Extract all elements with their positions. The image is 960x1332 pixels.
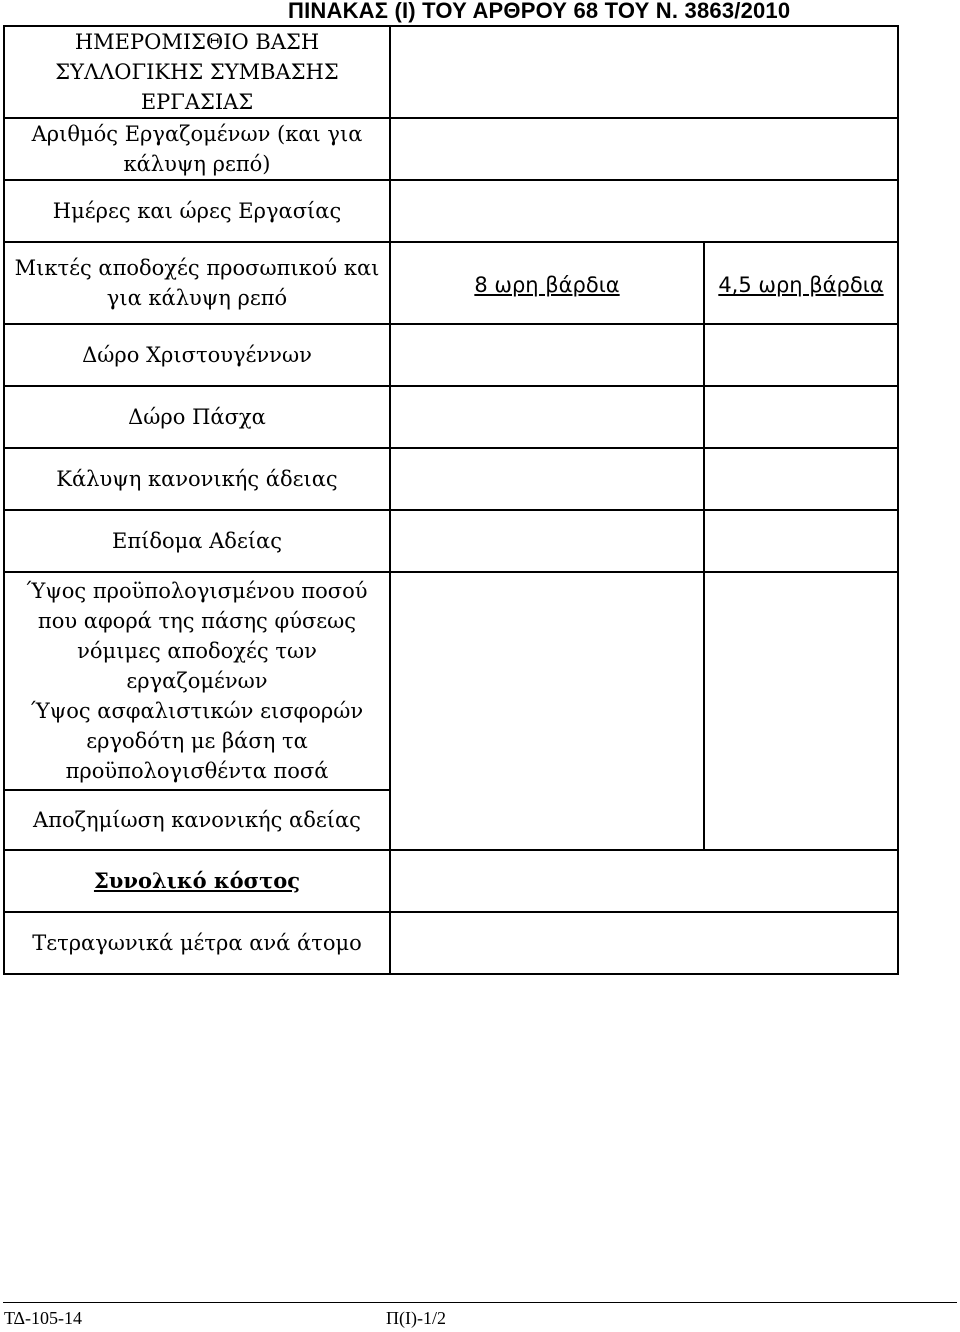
leave-cover-label: Κάλυψη κανονικής άδειας: [4, 448, 390, 510]
table-row: [4, 386, 898, 448]
table-row: [4, 118, 898, 180]
table-row: [4, 572, 898, 790]
table-row: [4, 850, 898, 912]
easter-bonus-label: Δώρο Πάσχα: [4, 386, 390, 448]
table-row: [4, 912, 898, 974]
footer-document-code: ΤΔ-105-14: [4, 1308, 83, 1328]
table-row: [4, 324, 898, 386]
leave-compensation-label: Αποζημίωση κανονικής αδείας: [4, 790, 390, 850]
easter-bonus-8h-cell[interactable]: [390, 386, 704, 448]
christmas-bonus-8h-cell[interactable]: [390, 324, 704, 386]
days-hours-label: Ημέρες και ώρες Εργασίας: [4, 180, 390, 242]
leave-cover-45h-cell[interactable]: [704, 448, 898, 510]
daily-wage-value-cell[interactable]: [390, 26, 898, 118]
gross-pay-label: Μικτές αποδοχές προσωπικού και για κάλυψη ρεπό: [4, 242, 390, 324]
table-row: [4, 242, 898, 324]
total-cost-value-cell[interactable]: [390, 850, 898, 912]
shift-8-header: 8 ωρη βάρδια: [390, 242, 704, 324]
leave-cover-8h-cell[interactable]: [390, 448, 704, 510]
daily-wage-label: ΗΜΕΡΟΜΙΣΘΙΟ ΒΑΣΗ ΣΥΛΛΟΓΙΚΗΣ ΣΥΜΒΑΣΗΣ ΕΡΓΑΣΙΑΣ: [4, 26, 390, 118]
budget-8h-cell[interactable]: [390, 572, 704, 850]
budget-insurance-label: Ύψος προϋπολογισμένου ποσού που αφορά της πάσης φύσεως νόμιμες αποδοχές των εργαζομένων Ύψος ασφαλιστικών εισφορών εργοδότη με βάση τα προϋπολογισθέντα ποσά: [4, 572, 390, 790]
easter-bonus-45h-cell[interactable]: [704, 386, 898, 448]
leave-allowance-8h-cell[interactable]: [390, 510, 704, 572]
leave-allowance-45h-cell[interactable]: [704, 510, 898, 572]
footer-page-number: Π(Ι)-1/2: [386, 1308, 446, 1328]
shift-45-header: 4,5 ωρη βάρδια: [704, 242, 898, 324]
days-hours-value-cell[interactable]: [390, 180, 898, 242]
employees-label: Αριθμός Εργαζομένων (και για κάλυψη ρεπό): [4, 118, 390, 180]
christmas-bonus-45h-cell[interactable]: [704, 324, 898, 386]
table-row: [4, 510, 898, 572]
cost-table: [3, 25, 899, 975]
christmas-bonus-label: Δώρο Χριστουγέννων: [4, 324, 390, 386]
table-row: [4, 180, 898, 242]
budget-45h-cell[interactable]: [704, 572, 898, 850]
table-row: [4, 448, 898, 510]
page-title: ΠΙΝΑΚΑΣ (Ι) ΤΟΥ ΑΡΘΡΟΥ 68 ΤΟΥ Ν. 3863/2010: [288, 0, 791, 23]
footer-divider: [3, 1302, 957, 1303]
sqm-per-person-value-cell[interactable]: [390, 912, 898, 974]
total-cost-label: Συνολικό κόστος: [4, 850, 390, 912]
table-row: [4, 26, 898, 118]
sqm-per-person-label: Τετραγωνικά μέτρα ανά άτομο: [4, 912, 390, 974]
leave-allowance-label: Επίδομα Αδείας: [4, 510, 390, 572]
employees-value-cell[interactable]: [390, 118, 898, 180]
